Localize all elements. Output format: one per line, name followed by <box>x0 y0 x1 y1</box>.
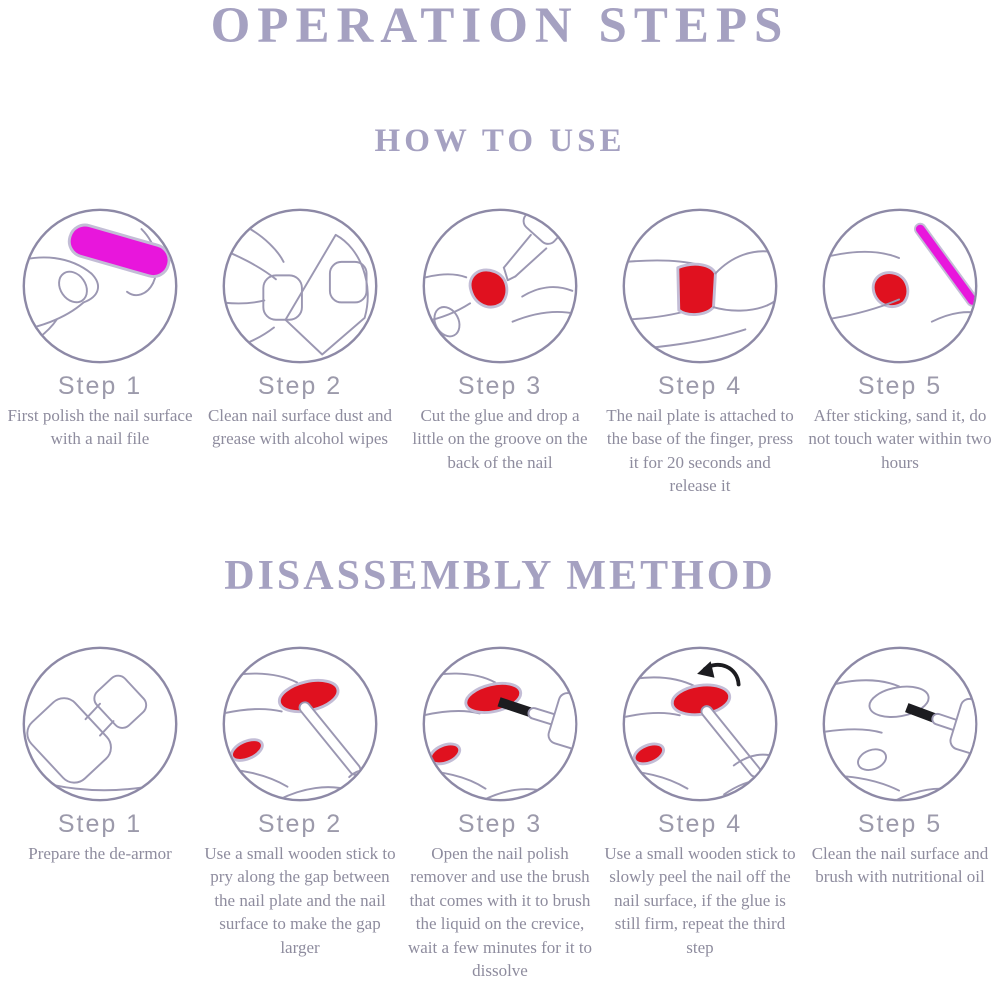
disassembly-steps-row <box>0 642 1000 983</box>
step-item <box>400 642 600 983</box>
step-label: Step 3 <box>457 810 543 838</box>
step-label: Step 5 <box>857 372 943 400</box>
nail-file-icon <box>18 204 182 368</box>
step-description: After sticking, sand it, do not touch water within two hours <box>808 406 992 472</box>
step-item <box>600 642 800 983</box>
step-label: Step 2 <box>257 810 343 838</box>
step-label: Step 2 <box>257 372 343 400</box>
step-description: First polish the nail surface with a nail file <box>7 406 193 449</box>
step-item <box>200 642 400 983</box>
step-description: Cut the glue and drop a little on the groove on the back of the nail <box>412 406 588 472</box>
step-description: Use a small wooden stick to slowly peel the nail off the nail surface, if the glue is still firm, repeat the third step <box>604 844 796 957</box>
step-item <box>600 204 800 554</box>
step-item <box>200 204 400 554</box>
remover-brush-icon <box>418 642 582 806</box>
step-description: The nail plate is attached to the base of the finger, press it for 20 seconds and release it <box>606 406 794 496</box>
section-heading-how-to-use: HOW TO USE <box>374 123 626 159</box>
step-label: Step 3 <box>457 372 543 400</box>
press-nail-icon <box>618 204 782 368</box>
peel-nail-icon <box>618 642 782 806</box>
step-description: Prepare the de-armor <box>28 844 172 863</box>
step-item <box>400 204 600 554</box>
step-description: Clean the nail surface and brush with nutritional oil <box>811 844 989 887</box>
step-item <box>800 204 1000 554</box>
section-heading-disassembly: DISASSEMBLY METHOD <box>224 553 776 599</box>
glue-drop-icon <box>418 204 582 368</box>
step-description: Clean nail surface dust and grease with alcohol wipes <box>207 406 393 449</box>
step-label: Step 1 <box>57 372 143 400</box>
page-title: OPERATION STEPS <box>210 0 790 54</box>
step-label: Step 4 <box>657 372 743 400</box>
step-item <box>800 642 1000 983</box>
step-item <box>0 642 200 983</box>
pry-stick-icon <box>218 642 382 806</box>
step-label: Step 5 <box>857 810 943 838</box>
step-description: Open the nail polish remover and use the brush that comes with it to brush the liquid on the crevice, wait a few minutes for it to dissolve <box>407 844 593 981</box>
alcohol-wipe-icon <box>218 204 382 368</box>
step-label: Step 1 <box>57 810 143 838</box>
polish-remover-bottle-icon <box>18 642 182 806</box>
how-to-use-steps-row <box>0 204 1000 554</box>
sanding-stick-icon <box>818 204 982 368</box>
step-label: Step 4 <box>657 810 743 838</box>
step-item <box>0 204 200 554</box>
step-description: Use a small wooden stick to pry along the gap between the nail plate and the nail surface to make the gap larger <box>204 844 396 957</box>
nutrition-oil-brush-icon <box>818 642 982 806</box>
